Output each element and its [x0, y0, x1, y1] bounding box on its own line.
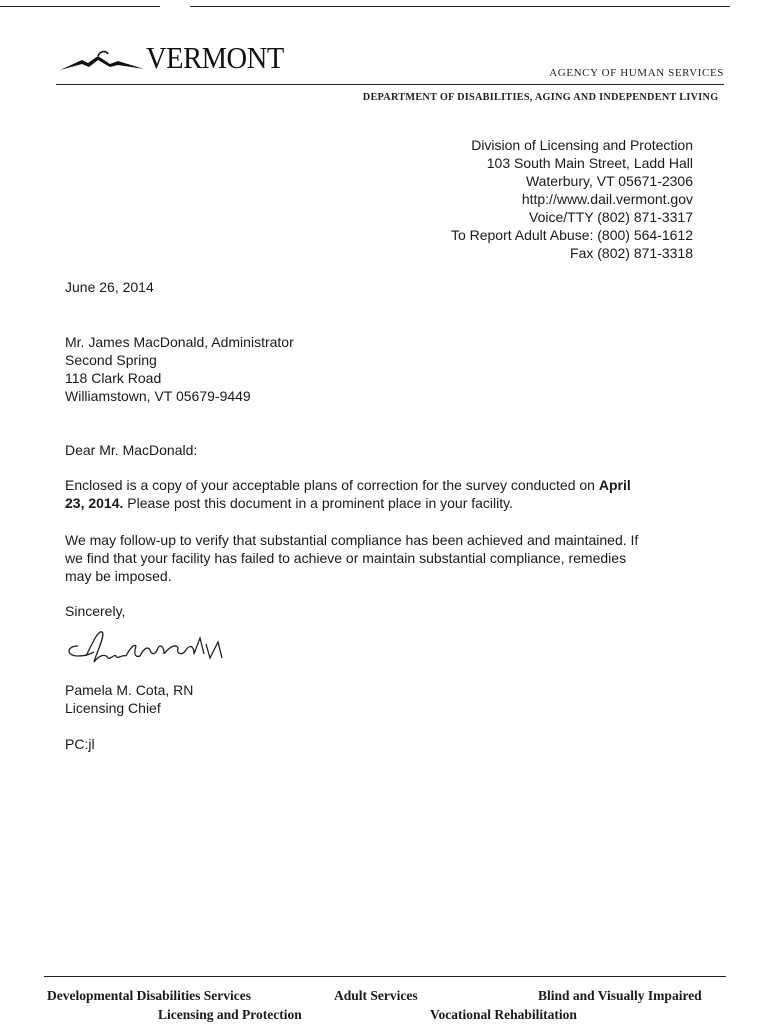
- vermont-mountain-logo-icon: [58, 48, 148, 74]
- contact-voice: Voice/TTY (802) 871-3317: [529, 209, 693, 225]
- footer-item: Adult Services: [334, 988, 418, 1003]
- scan-edge-line: [0, 6, 160, 7]
- footer-item: Blind and Visually Impaired: [538, 988, 702, 1003]
- contact-fax: Fax (802) 871-3318: [570, 245, 693, 261]
- contact-city: Waterbury, VT 05671-2306: [525, 173, 693, 189]
- department-name: DEPARTMENT OF DISABILITIES, AGING AND INDEPENDENT LIVING: [362, 91, 718, 103]
- address-line: 118 Clark Road: [65, 370, 162, 386]
- closing: Sincerely,: [65, 603, 126, 619]
- recipient-address: [65, 333, 294, 405]
- footer-item: Licensing and Protection: [158, 1007, 302, 1022]
- address-line: Williamstown, VT 05679-9449: [65, 388, 251, 404]
- logo-wordmark: VERMONT: [146, 40, 284, 75]
- footer-item: Developmental Disabilities Services: [47, 988, 251, 1003]
- contact-street: 103 South Main Street, Ladd Hall: [486, 155, 693, 171]
- agency-name: AGENCY OF HUMAN SERVICES: [549, 67, 724, 79]
- para2-line: we find that your facility has failed to achieve or maintain substantial compliance, remedies: [65, 550, 627, 566]
- contact-website: http://www.dail.vermont.gov: [521, 191, 693, 207]
- footer-rule: [44, 976, 726, 977]
- address-line: Second Spring: [65, 352, 157, 368]
- signer-name: Pamela M. Cota, RN: [65, 682, 194, 698]
- scan-edge-line: [190, 6, 730, 7]
- letterhead-rule: [56, 84, 724, 85]
- typist-initials: PC:jl: [65, 736, 95, 752]
- contact-block: [451, 136, 693, 262]
- salutation: Dear Mr. MacDonald:: [65, 442, 198, 458]
- survey-date-bold: April: [598, 477, 631, 493]
- contact-abuse-hotline: To Report Adult Abuse: (800) 564-1612: [450, 227, 693, 243]
- paragraph-compliance: [65, 531, 638, 585]
- signer-block: [65, 681, 193, 717]
- letter-date: June 26, 2014: [65, 279, 154, 295]
- para2-line: may be imposed.: [65, 568, 172, 584]
- paragraph-enclosure: [65, 476, 631, 512]
- handwritten-signature-icon: [60, 624, 240, 674]
- para1-text: Enclosed is a copy of your acceptable plans of correction for the survey conducted on: [65, 477, 599, 493]
- address-line: Mr. James MacDonald, Administrator: [65, 334, 294, 350]
- signer-title: Licensing Chief: [65, 700, 161, 716]
- contact-division: Division of Licensing and Protection: [471, 137, 693, 153]
- survey-date-bold: 23, 2014.: [65, 495, 124, 511]
- footer-item: Vocational Rehabilitation: [430, 1007, 577, 1022]
- para1-text: Please post this document in a prominent place in your facility.: [123, 495, 513, 511]
- para2-line: We may follow-up to verify that substantial compliance has been achieved and maintained. If: [65, 532, 639, 548]
